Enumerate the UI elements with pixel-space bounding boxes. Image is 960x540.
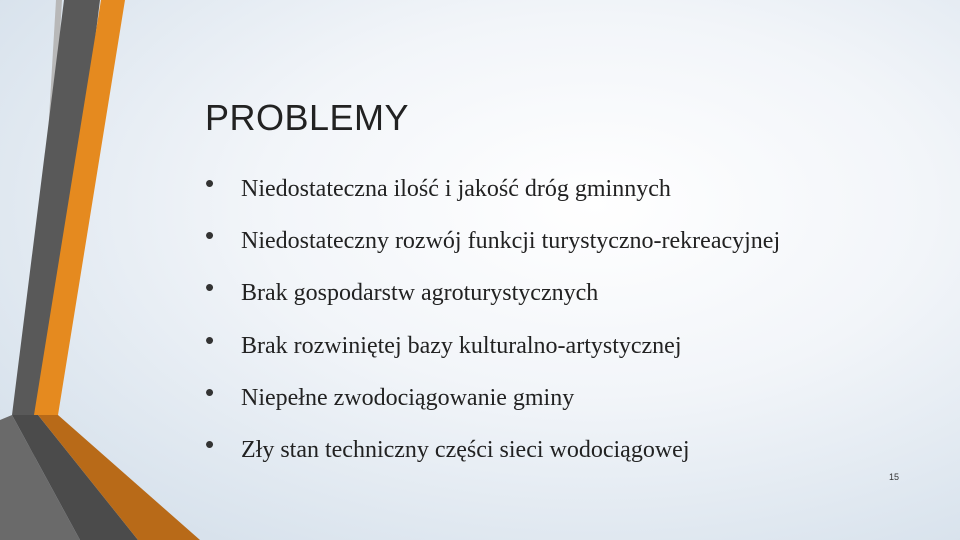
bullet-icon: •: [205, 324, 215, 355]
bullet-text: Niedostateczny rozwój funkcji turystyczno-rekreacyjnej: [241, 228, 781, 255]
list-item: [205, 424, 905, 476]
bullet-icon: •: [205, 272, 215, 303]
bullet-text: Brak gospodarstw agroturystycznych: [241, 280, 599, 307]
bullet-icon: •: [205, 168, 215, 199]
bullet-text: Zły stan techniczny części sieci wodociągowej: [241, 437, 690, 464]
bullet-text: Brak rozwiniętej bazy kulturalno-artystycznej: [241, 332, 682, 359]
slide-title: PROBLEMY: [205, 97, 410, 138]
list-item: [205, 267, 905, 319]
list-item: [205, 372, 905, 424]
bullet-text: Niedostateczna ilość i jakość dróg gminnych: [241, 176, 671, 203]
bullet-list: [205, 163, 905, 476]
page-number: 15: [888, 472, 899, 482]
bullet-icon: •: [205, 376, 215, 407]
list-item: [205, 320, 905, 372]
list-item: [205, 163, 905, 215]
bullet-icon: •: [205, 220, 215, 251]
list-item: [205, 215, 905, 267]
bullet-text: Niepełne zwodociągowanie gminy: [241, 384, 575, 411]
bullet-icon: •: [205, 429, 215, 460]
